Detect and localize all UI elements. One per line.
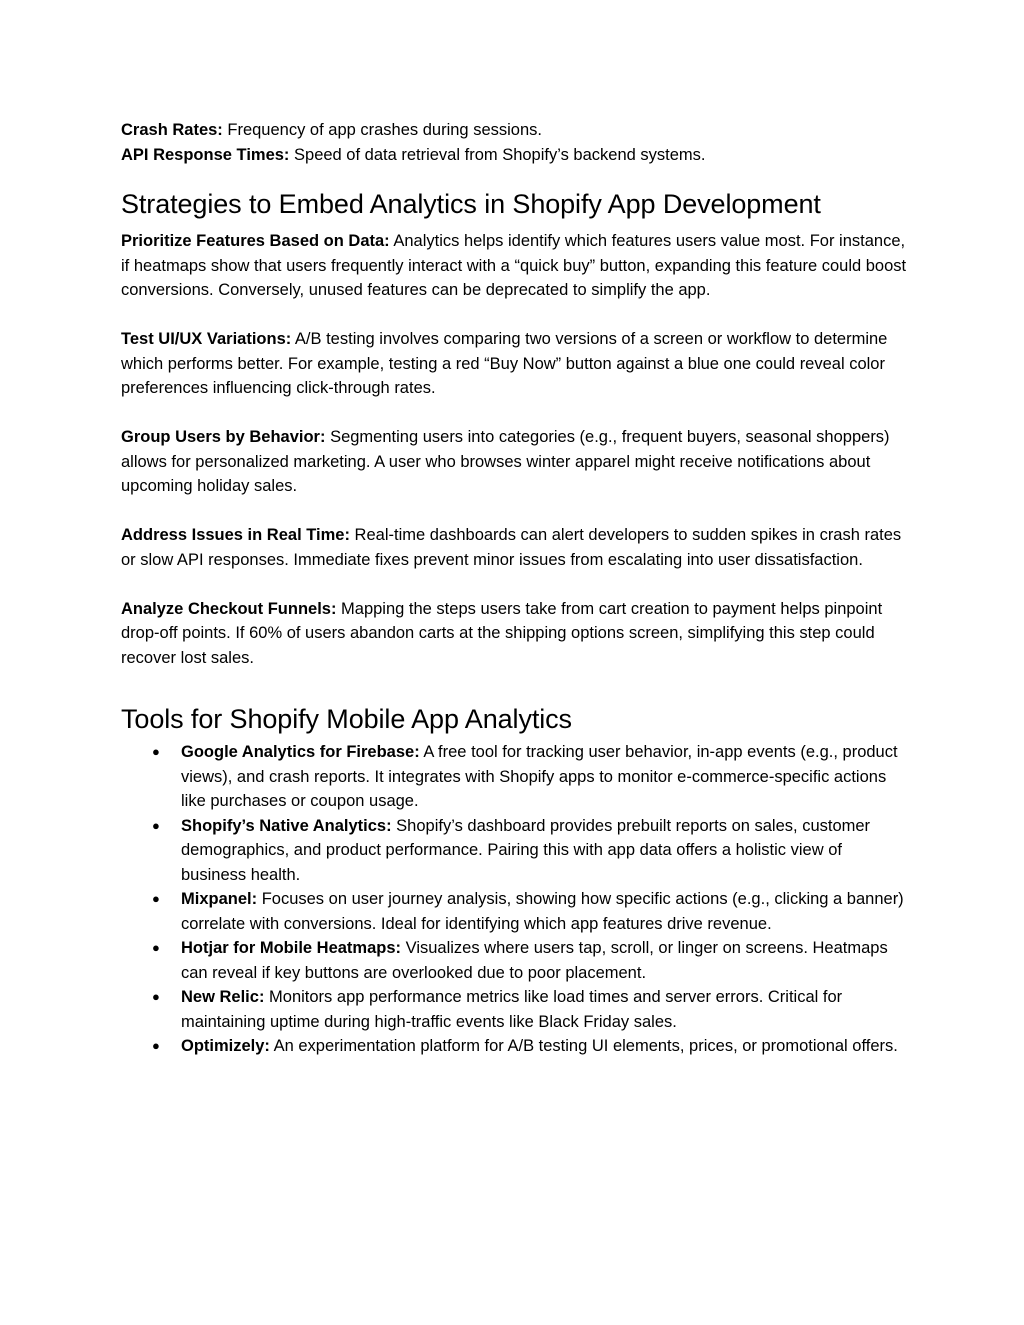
tool-label: Hotjar for Mobile Heatmaps: bbox=[181, 939, 402, 957]
strategies-heading: Strategies to Embed Analytics in Shopify App Development bbox=[121, 189, 821, 219]
tool-label: Optimizely: bbox=[181, 1037, 270, 1055]
strategy-address-issues bbox=[121, 523, 911, 572]
document-page bbox=[121, 118, 911, 1059]
strategy-label: Group Users by Behavior: bbox=[121, 428, 326, 446]
bullet-icon: ● bbox=[152, 1038, 160, 1053]
list-item bbox=[121, 814, 911, 888]
list-item bbox=[121, 936, 911, 985]
metric-label: Crash Rates: bbox=[121, 121, 223, 139]
tool-label: New Relic: bbox=[181, 988, 265, 1006]
strategy-text: Real-time dashboards can alert developers to sudden spikes in crash rates or slow API responses. Immediate fixes prevent minor issues from escalating into user dissatisfaction. bbox=[121, 526, 902, 569]
strategy-label: Test UI/UX Variations: bbox=[121, 330, 292, 348]
tools-list bbox=[121, 740, 911, 1059]
strategy-label: Address Issues in Real Time: bbox=[121, 526, 350, 544]
bullet-icon: ● bbox=[152, 891, 160, 906]
strategy-label: Analyze Checkout Funnels: bbox=[121, 599, 337, 618]
metric-api-response-times bbox=[121, 143, 911, 168]
tool-text: Monitors app performance metrics like load times and server errors. Critical for maintaining uptime during high-traffic events like Black Friday sales. bbox=[181, 988, 843, 1031]
strategy-analyze-checkout bbox=[121, 597, 911, 671]
tool-text: Focuses on user journey analysis, showing how specific actions (e.g., clicking a banner) correlate with conversions. Ideal for identifying which app features drive revenue. bbox=[181, 890, 904, 933]
strategy-group-users bbox=[121, 425, 911, 499]
tool-label: Mixpanel: bbox=[181, 890, 258, 908]
bullet-icon: ● bbox=[152, 744, 160, 759]
metric-text: Frequency of app crashes during sessions. bbox=[222, 121, 542, 139]
tool-text: A free tool for tracking user behavior, in-app events (e.g., product views), and crash reports. It integrates with Shopify apps to monitor e-commerce-specific actions like purchases or coupon usage. bbox=[181, 743, 898, 810]
bullet-icon: ● bbox=[152, 940, 160, 955]
tool-text: Shopify’s dashboard provides prebuilt reports on sales, customer demographics, and product performance. Pairing this with app data offers a holistic view of business health. bbox=[181, 816, 871, 884]
list-item bbox=[121, 1034, 911, 1059]
tool-label: Google Analytics for Firebase: bbox=[181, 743, 420, 761]
strategy-text: Analytics helps identify which features users value most. For instance, if heatmaps show that users frequently interact with a “quick buy” button, expanding this feature could boost conversions. Conversely, unused features can be deprecated to simplify the app. bbox=[121, 232, 907, 299]
strategy-text: A/B testing involves comparing two versions of a screen or workflow to determine which performs better. For example, testing a red “Buy Now” button against a blue one could reveal color preferences influencing click-through rates. bbox=[121, 330, 888, 397]
bullet-icon: ● bbox=[152, 817, 160, 833]
strategy-prioritize-features bbox=[121, 229, 911, 303]
tool-label: Shopify’s Native Analytics: bbox=[181, 816, 392, 835]
list-item bbox=[121, 887, 911, 936]
metric-crash-rates bbox=[121, 118, 911, 143]
bullet-icon: ● bbox=[152, 989, 160, 1004]
tool-text: Visualizes where users tap, scroll, or linger on screens. Heatmaps can reveal if key buttons are overlooked due to poor placement. bbox=[181, 939, 888, 982]
strategy-test-ui-ux bbox=[121, 327, 911, 401]
strategy-text: Mapping the steps users take from cart creation to payment helps pinpoint drop-off points. If 60% of users abandon carts at the shipping options screen, simplifying this step could recover lost sales. bbox=[121, 599, 883, 667]
tool-text: An experimentation platform for A/B testing UI elements, prices, or promotional offers. bbox=[269, 1037, 898, 1055]
strategy-label: Prioritize Features Based on Data: bbox=[121, 232, 390, 250]
list-item bbox=[121, 985, 911, 1034]
list-item bbox=[121, 740, 911, 814]
metric-label: API Response Times: bbox=[121, 145, 290, 164]
tools-heading: Tools for Shopify Mobile App Analytics bbox=[121, 704, 572, 734]
metric-text: Speed of data retrieval from Shopify’s backend systems. bbox=[289, 145, 706, 164]
strategy-text: Segmenting users into categories (e.g., frequent buyers, seasonal shoppers) allows for personalized marketing. A user who browses winter apparel might receive notifications about upcoming holiday sales. bbox=[121, 428, 890, 495]
strategies-section bbox=[121, 229, 911, 670]
